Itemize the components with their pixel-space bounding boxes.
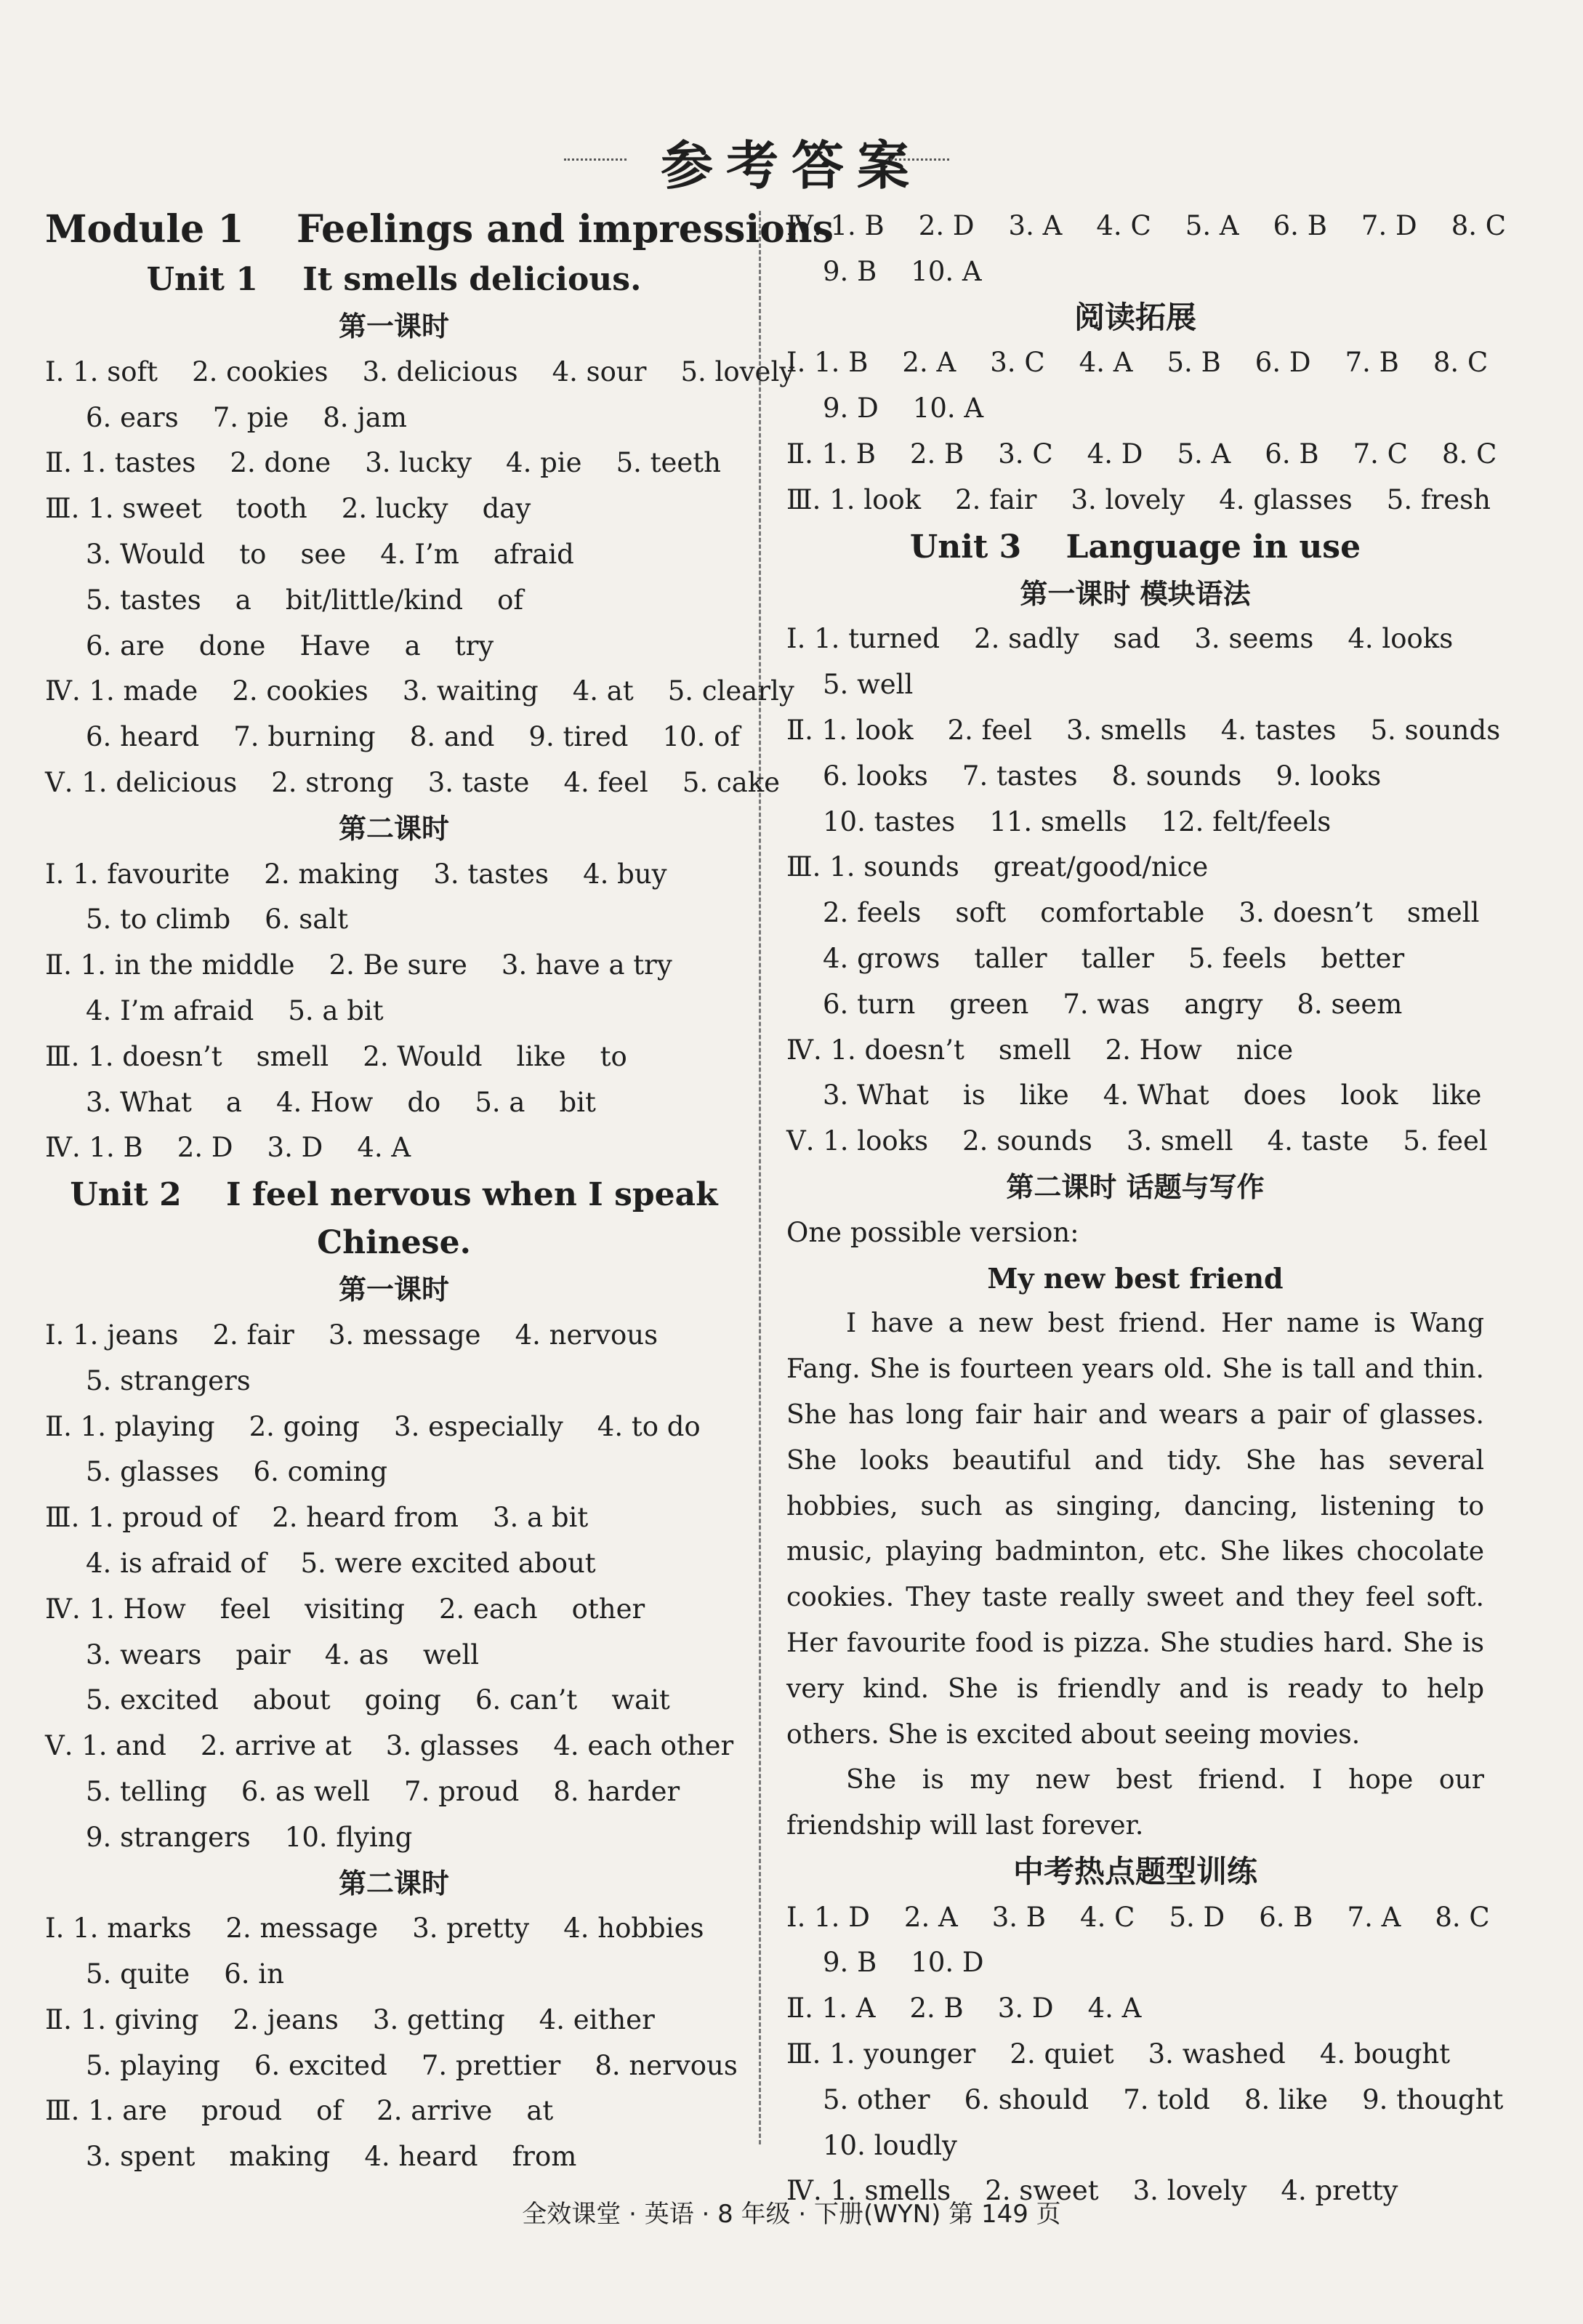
answer-line: 3. What a 4. How do 5. a bit (86, 1086, 596, 1118)
answer-line: Ⅲ. 1. look 2. fair 3. lovely 4. glasses 5. fresh (786, 483, 1491, 515)
answer-line: 3. What is like 4. What does look like (823, 1079, 1482, 1111)
answer-line: Ⅰ. 1. soft 2. cookies 3. delicious 4. sour 5. lovely (45, 355, 795, 387)
title-rule-right (887, 158, 949, 161)
answer-line: Ⅰ. 1. B 2. A 3. C 4. A 5. B 6. D 7. B 8. C (786, 347, 1489, 379)
answer-line: Ⅲ. 1. are proud of 2. arrive at (45, 2095, 554, 2127)
left-column (45, 204, 834, 2180)
answer-line: 6. turn green 7. was angry 8. seem (823, 988, 1403, 1020)
unit3-title: Unit 3 Language in use (909, 528, 1361, 566)
answer-line: 2. feels soft comfortable 3. doesn’t smell (823, 897, 1480, 929)
page-title: 参考答案 (660, 135, 922, 196)
column-divider (759, 211, 761, 2144)
answer-line: Ⅳ. 1. B 2. D 3. D 4. A (45, 1132, 411, 1164)
answer-line: Ⅴ. 1. looks 2. sounds 3. smell 4. taste 5. feel (786, 1125, 1488, 1157)
answer-line: 5. excited about going 6. can’t wait (86, 1684, 670, 1716)
answer-line: Ⅲ. 1. doesn’t smell 2. Would like to (45, 1040, 627, 1072)
answer-line: Ⅱ. 1. giving 2. jeans 3. getting 4. either (45, 2003, 655, 2035)
answer-line: Ⅰ. 1. favourite 2. making 3. tastes 4. buy (45, 858, 667, 890)
answer-line: Ⅲ. 1. proud of 2. heard from 3. a bit (45, 1502, 589, 1534)
answer-line: Ⅱ. 1. look 2. feel 3. smells 4. tastes 5. sounds (786, 714, 1501, 746)
u1-lesson2-heading: 第二课时 (338, 812, 449, 845)
answer-line: Ⅳ. 1. How feel visiting 2. each other (45, 1593, 645, 1625)
answer-line: Ⅴ. 1. delicious 2. strong 3. taste 4. feel 5. cake (45, 766, 781, 798)
answer-line: 5. tastes a bit/little/kind of (86, 584, 524, 616)
essay-title: My new best friend (987, 1261, 1284, 1295)
answer-line: Ⅱ. 1. in the middle 2. Be sure 3. have a try (45, 949, 672, 981)
answer-line: 5. quite 6. in (86, 1958, 284, 1990)
right-column (786, 204, 1507, 2214)
answer-line: Ⅱ. 1. B 2. B 3. C 4. D 5. A 6. B 7. C 8. C (786, 438, 1497, 470)
answer-line: Ⅰ. 1. D 2. A 3. B 4. C 5. D 6. B 7. A 8. C (786, 1901, 1490, 1933)
answer-line: 6. are done Have a try (86, 630, 494, 662)
reading-heading: 阅读拓展 (1074, 299, 1196, 335)
answer-line: 9. B 10. D (823, 1947, 984, 1979)
answer-line: 4. grows taller taller 5. feels better (823, 942, 1405, 974)
u2-lesson2-heading: 第二课时 (338, 1867, 449, 1899)
answer-line: 6. ears 7. pie 8. jam (86, 401, 407, 433)
answer-line: 5. to climb 6. salt (86, 904, 348, 936)
answer-line: 5. telling 6. as well 7. proud 8. harder (86, 1775, 680, 1807)
version-label: One possible version: (786, 1216, 1079, 1248)
answer-line: Ⅳ. 1. made 2. cookies 3. waiting 4. at 5. clearly (45, 675, 794, 707)
answer-line: 5. other 6. should 7. told 8. like 9. thought (823, 2083, 1504, 2115)
answer-line: 3. spent making 4. heard from (86, 2141, 577, 2173)
u3-lesson1-heading: 第一课时 模块语法 (1020, 577, 1251, 610)
answer-line: Ⅰ. 1. jeans 2. fair 3. message 4. nervous (45, 1319, 658, 1351)
answer-line: Ⅲ. 1. sweet tooth 2. lucky day (45, 493, 531, 525)
answer-line: 6. heard 7. burning 8. and 9. tired 10. of (86, 721, 741, 753)
answer-line: Ⅳ. 1. smells 2. sweet 3. lovely 4. pretty (786, 2175, 1398, 2207)
answer-line: Ⅳ. 1. doesn’t smell 2. How nice (786, 1034, 1294, 1066)
module-title: Module 1 Feelings and impressions (45, 207, 834, 252)
answer-line: 3. Would to see 4. I’m afraid (86, 538, 574, 570)
unit2-title-line1: Unit 2 I feel nervous when I speak (70, 1176, 718, 1214)
unit2-title-line2: Chinese. (317, 1224, 471, 1262)
u1-lesson1-heading: 第一课时 (338, 310, 449, 342)
answer-line: 5. glasses 6. coming (86, 1456, 388, 1488)
exam-heading: 中考热点题型训练 (1012, 1853, 1257, 1889)
answer-line: 6. looks 7. tastes 8. sounds 9. looks (823, 760, 1382, 792)
u2-lesson1-heading: 第一课时 (338, 1274, 449, 1306)
page-footer: 全效课堂 · 英语 · 8 年级 · 下册(WYN) 第 149 页 (522, 2200, 1061, 2229)
essay-p1-text: I have a new best friend. Her name is Wang Fang. She is fourteen years old. She is tall and thin. She has long fair hair and wears a pair of glasses. She looks beautiful and tidy. She has several hobbies, such as singing, dancing, listening to music, playing badminton, etc. She likes chocolate cookies. They taste really sweet and they feel soft. Her favourite food is pizza. She studies hard. She is very kind. She is friendly and is ready to help others. She is excited about seeing movies. (786, 1308, 1484, 1750)
answer-line: Ⅲ. 1. sounds great/good/nice (786, 851, 1209, 883)
answer-line: 9. strangers 10. flying (86, 1821, 413, 1853)
essay-paragraph-1 (786, 1301, 1484, 1758)
answer-line: 3. wears pair 4. as well (86, 1639, 480, 1670)
unit1-title: Unit 1 It smells delicious. (146, 261, 642, 298)
answer-line: 4. is afraid of 5. were excited about (86, 1547, 596, 1579)
answer-line: Ⅰ. 1. marks 2. message 3. pretty 4. hobbies (45, 1913, 704, 1945)
answer-line: 4. I’m afraid 5. a bit (86, 994, 384, 1026)
answer-line: 5. strangers (86, 1364, 251, 1396)
answer-line: 9. B 10. A (823, 255, 982, 287)
answer-line: Ⅰ. 1. turned 2. sadly sad 3. seems 4. looks (786, 623, 1454, 655)
answer-line: Ⅳ. 1. B 2. D 3. A 4. C 5. A 6. B 7. D 8. C (786, 210, 1507, 241)
answer-line: 10. loudly (823, 2129, 957, 2161)
answer-line: Ⅱ. 1. A 2. B 3. D 4. A (786, 1993, 1142, 2025)
answer-line: 10. tastes 11. smells 12. felt/feels (823, 805, 1332, 837)
essay-p2-text: She is my new best friend. I hope our friendship will last forever. (786, 1765, 1484, 1841)
answer-line: Ⅱ. 1. tastes 2. done 3. lucky 4. pie 5. teeth (45, 447, 722, 479)
answer-line: Ⅲ. 1. younger 2. quiet 3. washed 4. bought (786, 2038, 1451, 2070)
answer-line: Ⅴ. 1. and 2. arrive at 3. glasses 4. each other (45, 1730, 734, 1762)
answer-line: 5. playing 6. excited 7. prettier 8. nervous (86, 2049, 738, 2081)
answer-line: 5. well (823, 669, 914, 701)
u3-lesson2-heading: 第二课时 话题与写作 (1006, 1170, 1265, 1203)
answer-line: 9. D 10. A (823, 393, 984, 425)
essay-paragraph-2 (786, 1758, 1484, 1849)
answer-line: Ⅱ. 1. playing 2. going 3. especially 4. to do (45, 1410, 701, 1442)
